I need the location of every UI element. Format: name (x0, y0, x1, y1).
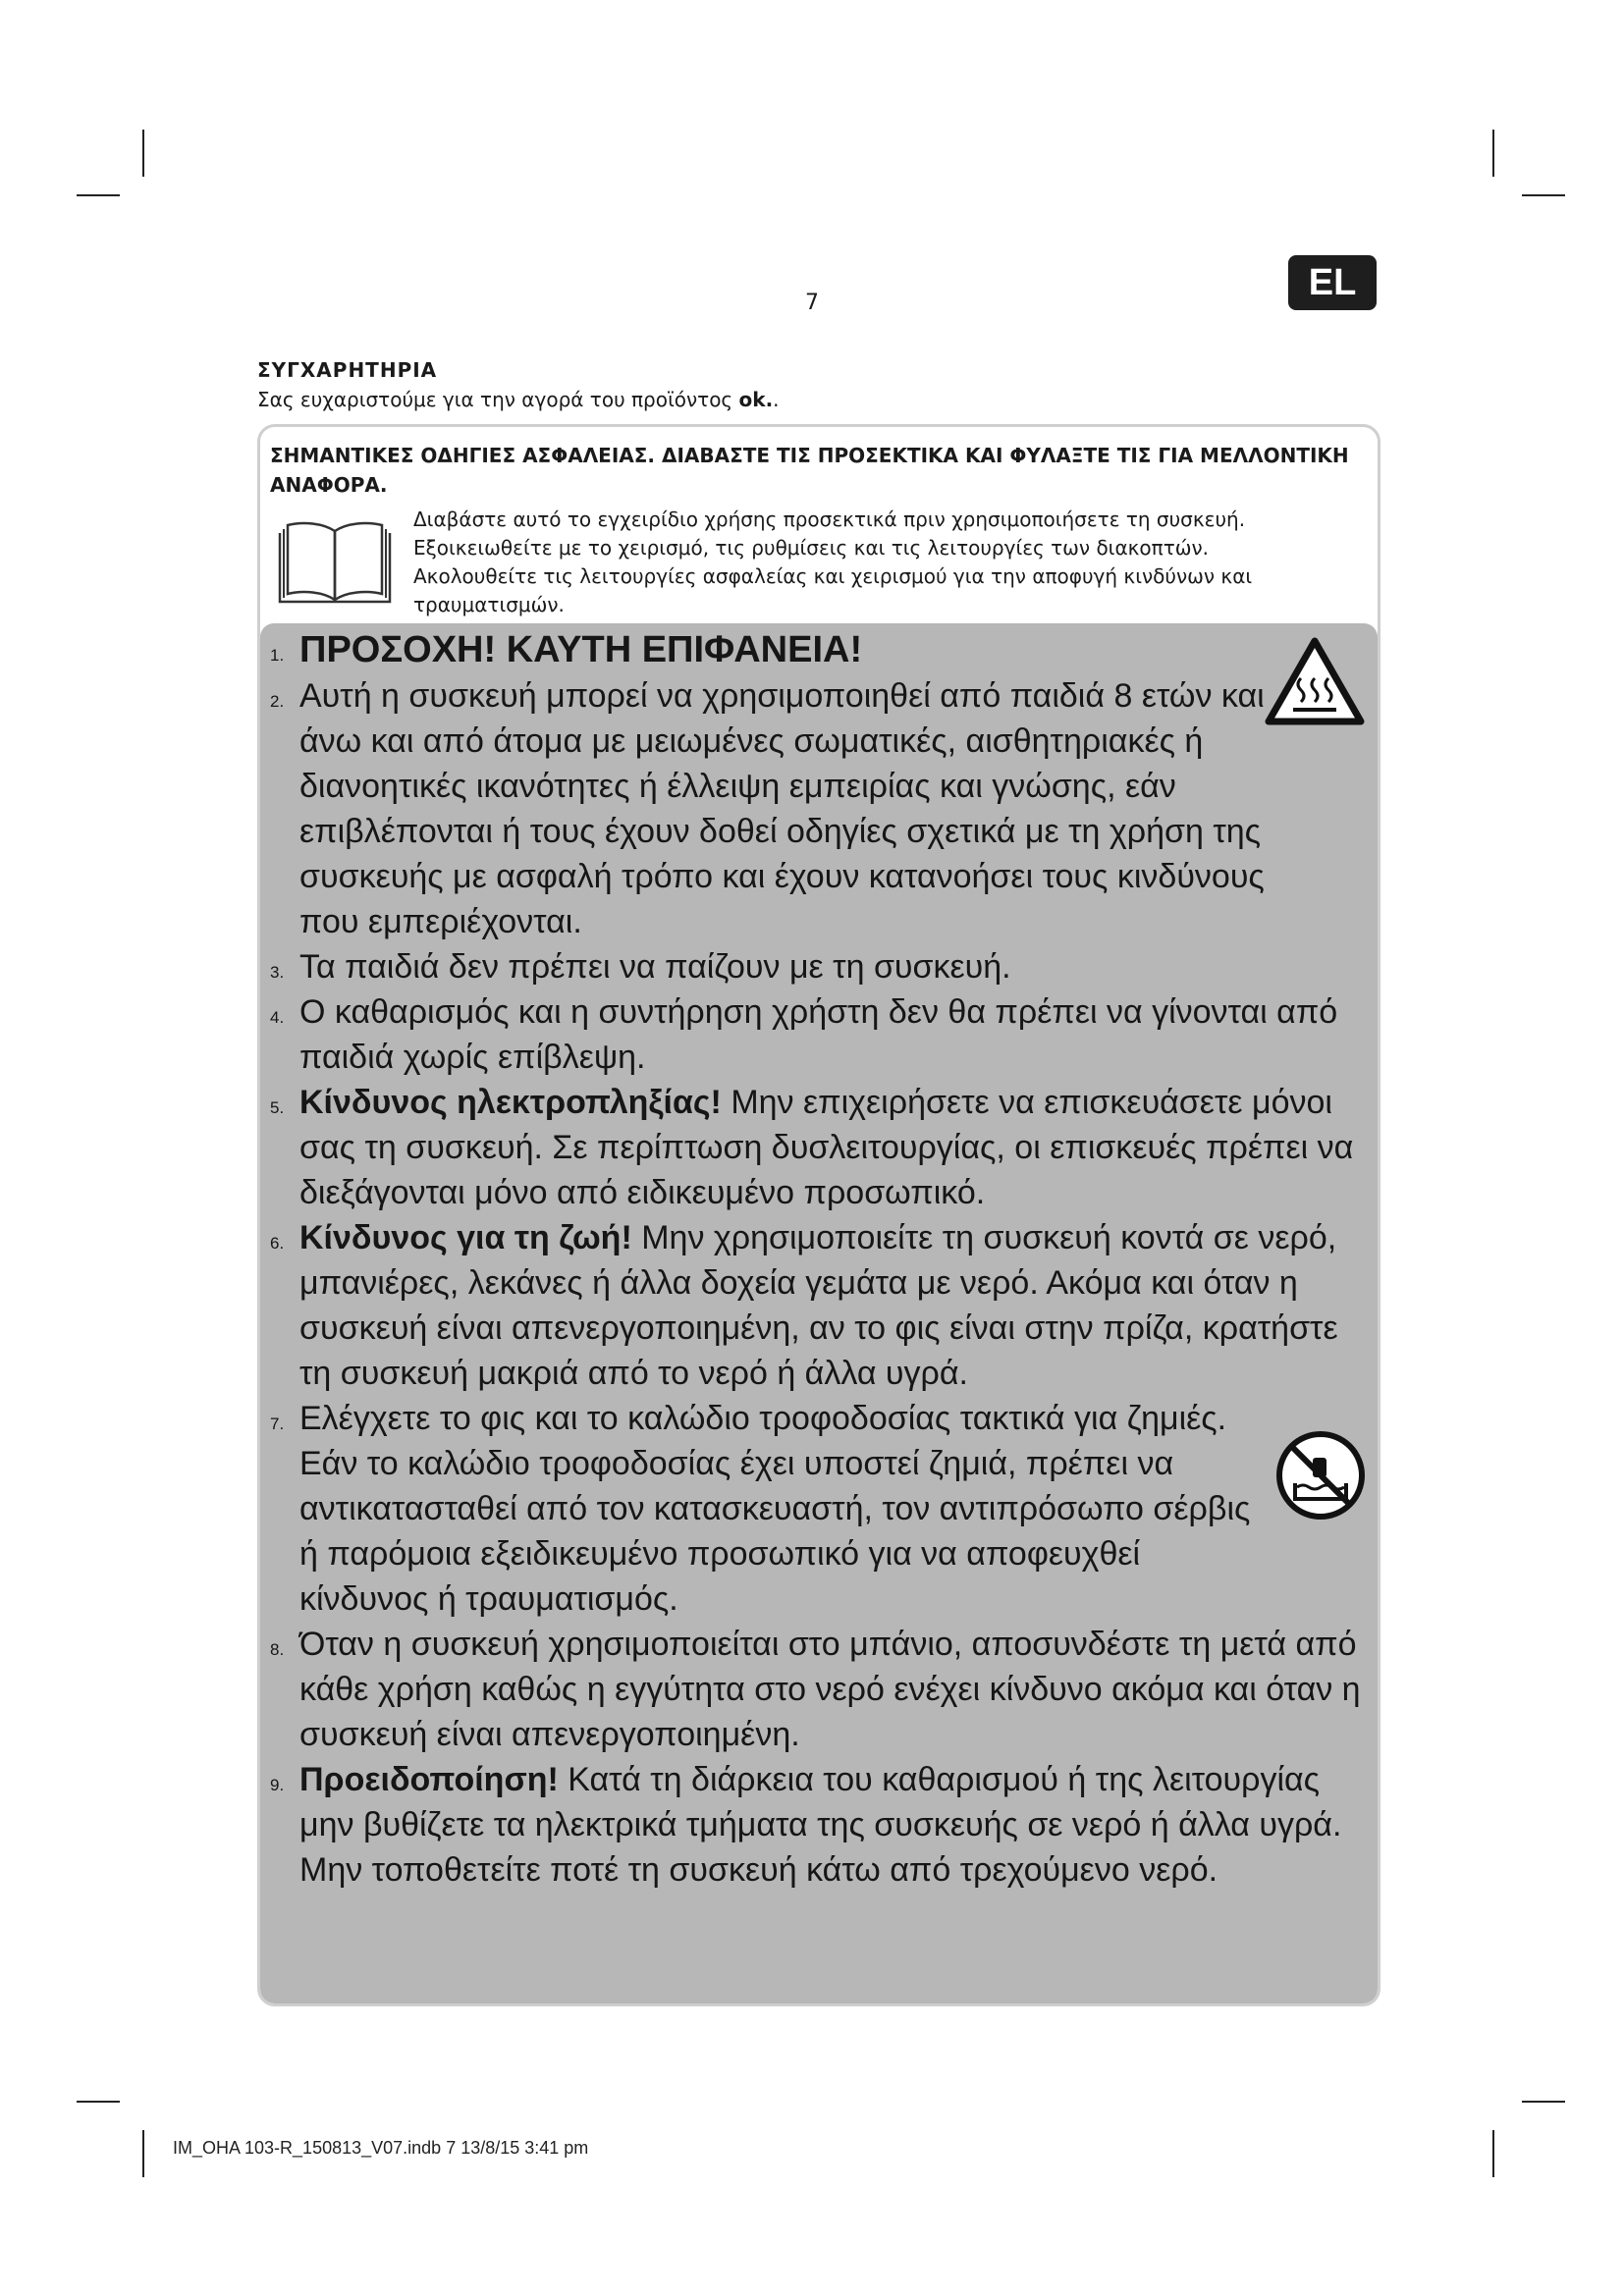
item-lead: ΠΡΟΣΟΧΗ! ΚΑΥΤΗ ΕΠΙΦΑΝΕΙΑ! (299, 629, 863, 670)
crop-mark-bottom-right-h (1522, 2101, 1565, 2103)
intro-line: Διαβάστε αυτό το εγχειρίδιο χρήσης προσεκτικά πριν χρησιμοποιήσετε τη συσκευή. (413, 507, 1246, 531)
item-lead: Κίνδυνος ηλεκτροπληξίας! (299, 1084, 722, 1121)
safety-item (270, 1757, 1370, 1893)
safety-item (270, 1215, 1370, 1396)
crop-mark-top-right-h (1522, 194, 1565, 196)
item-number: 8. (270, 1640, 285, 1659)
open-book-icon (274, 515, 396, 604)
item-number: 5. (270, 1098, 285, 1117)
congratulations-section (257, 355, 1377, 414)
print-imprint-footer: IM_OHA 103-R_150813_V07.indb 7 13/8/15 3:41 pm (173, 2138, 589, 2158)
item-text: Αυτή η συσκευή μπορεί να χρησιμοποιηθεί από παιδιά 8 ετών και άνω και από άτομα με μειωμένες σωματικές, αισθητηριακές ή διανοητικές ικανότητες ή έλλειψη εμπειρίας και γνώσης, εάν επιβλέπονται ή τους έχουν δοθεί οδηγίες σχετικά με τη χρήση της συσκευής με ασφαλή τρόπο και έχουν κατανοήσει τους κινδύνους που εμπεριέχονται. (299, 677, 1265, 940)
safety-box (257, 424, 1380, 2006)
item-lead: Κίνδυνος για τη ζωή! (299, 1219, 632, 1256)
safety-item (270, 944, 1370, 989)
safety-item (270, 989, 1370, 1080)
crop-mark-top-left (142, 130, 144, 177)
item-number: 9. (270, 1776, 285, 1794)
crop-mark-top-right (1492, 130, 1494, 177)
crop-mark-bottom-left-h (77, 2101, 120, 2103)
intro-line: Εξοικειωθείτε με το χειρισμό, τις ρυθμίσεις και τις λειτουργίες των διακοπτών. (413, 536, 1210, 560)
congratulations-text (257, 385, 1377, 414)
intro-line: Ακολουθείτε τις λειτουργίες ασφαλείας και χειρισμού για την αποφυγή κινδύνων και τραυματισμών. (413, 564, 1253, 616)
crop-mark-bottom-right (1492, 2130, 1494, 2177)
safety-item (270, 1396, 1370, 1622)
safety-item (270, 627, 1370, 673)
item-text: Ελέγχετε το φις και το καλώδιο τροφοδοσίας τακτικά για ζημιές. Εάν το καλώδιο τροφοδοσίας έχει υποστεί ζημιά, πρέπει να αντικατασταθεί από τον κατασκευαστή, τον αντιπρόσωπο σέρβις ή παρόμοια εξειδικευμένο προσωπικό για να αποφευχθεί κίνδυνος ή τραυματισμός. (299, 1400, 1251, 1618)
item-number: 1. (270, 646, 285, 665)
item-lead: Προειδοποίηση! (299, 1761, 559, 1798)
item-text: Ο καθαρισμός και η συντήρηση χρήστη δεν θα πρέπει να γίνονται από παιδιά χωρίς επίβλεψη. (299, 993, 1338, 1076)
intro-text (413, 506, 1366, 619)
thanks-text: Σας ευχαριστούμε για την αγορά του προϊόντος (257, 388, 739, 411)
warning-panel (260, 623, 1378, 2003)
item-number: 7. (270, 1415, 285, 1433)
safety-instructions-list (270, 627, 1370, 1893)
language-badge: EL (1288, 255, 1377, 310)
item-text: Τα παιδιά δεν πρέπει να παίζουν με τη συσκευή. (299, 948, 1011, 986)
safety-item (270, 673, 1370, 944)
thanks-suffix: . (773, 388, 780, 411)
item-text: Μην χρησιμοποιείτε τη συσκευή κοντά σε νερό, μπανιέρες, λεκάνες ή άλλα δοχεία γεμάτα με νερό. Ακόμα και όταν η συσκευή είναι απενεργοποιημένη, αν το φις είναι στην πρίζα, κρατήστε τη συσκευή μακριά από το νερό ή άλλα υγρά. (299, 1219, 1338, 1392)
item-text: Όταν η συσκευή χρησιμοποιείται στο μπάνιο, αποσυνδέστε τη μετά από κάθε χρήση καθώς η εγγύτητα στο νερό ενέχει κίνδυνο ακόμα και όταν η συσκευή είναι απενεργοποιημένη. (299, 1626, 1361, 1753)
safety-header: ΣΗΜΑΝΤΙΚΕΣ ΟΔΗΓΙΕΣ ΑΣΦΑΛΕΙΑΣ. ΔΙΑΒΑΣΤΕ ΤΙΣ ΠΡΟΣΕΚΤΙΚΑ ΚΑΙ ΦΥΛΑΞΤΕ ΤΙΣ ΓΙΑ ΜΕΛΛΟΝΤΙΚΗ ΑΝΑΦΟΡΑ. (270, 444, 1349, 497)
brand-name: ok. (738, 388, 774, 411)
item-number: 6. (270, 1234, 285, 1253)
safety-item (270, 1080, 1370, 1215)
page-number: 7 (805, 291, 819, 315)
item-number: 4. (270, 1008, 285, 1027)
crop-mark-top-left-h (77, 194, 120, 196)
item-number: 2. (270, 692, 285, 711)
item-number: 3. (270, 963, 285, 982)
congratulations-title: ΣΥΓΧΑΡΗΤΗΡΙΑ (257, 358, 438, 382)
item-text: Κατά τη διάρκεια του καθαρισμού ή της λειτουργίας μην βυθίζετε τα ηλεκτρικά τμήματα της συσκευής σε νερό ή άλλα υγρά. Μην τοποθετείτε ποτέ τη συσκευή κάτω από τρεχούμενο νερό. (299, 1761, 1342, 1889)
item-text: Μην επιχειρήσετε να επισκευάσετε μόνοι σας τη συσκευή. Σε περίπτωση δυσλειτουργίας, οι επισκευές πρέπει να διεξάγονται μόνο από ειδικευμένο προσωπικό. (299, 1084, 1354, 1211)
crop-mark-bottom-left (142, 2130, 144, 2177)
safety-item (270, 1622, 1370, 1757)
